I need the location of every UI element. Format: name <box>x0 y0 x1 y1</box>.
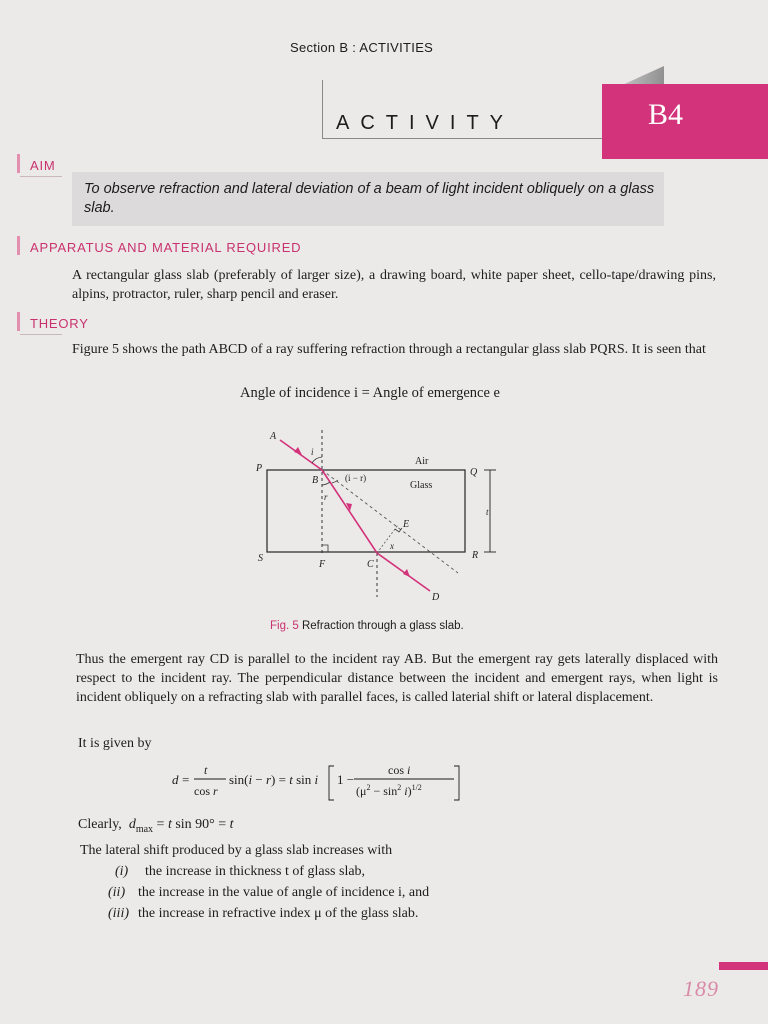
list-item <box>115 864 365 880</box>
svg-text:1 −: 1 − <box>337 772 355 787</box>
theory-statement: Angle of incidence i = Angle of emergence e <box>240 385 500 401</box>
svg-text:=: = <box>182 772 190 787</box>
apparatus-text: A rectangular glass slab (preferably of larger size), a drawing board, white paper sheet, cello-tape/drawing pins, alpins, protractor, ruler, sharp pencil and eraser. <box>72 268 716 302</box>
label-P: P <box>256 463 263 474</box>
aim-heading: AIM <box>17 154 56 173</box>
list-number: (ii) <box>108 885 126 900</box>
svg-text:d: d <box>172 772 179 787</box>
divider <box>20 334 62 335</box>
caption-text: Refraction through a glass slab. <box>301 620 464 632</box>
tab-fold <box>620 66 664 86</box>
footer-bar <box>719 962 768 970</box>
label-x: x <box>390 541 394 551</box>
svg-text:t: t <box>204 763 208 777</box>
label-S: S <box>258 553 263 564</box>
apparatus-heading: APPARATUS AND MATERIAL REQUIRED <box>17 236 301 255</box>
label-i-minus-r: (i − r) <box>345 473 367 483</box>
list-item <box>108 885 429 901</box>
svg-text:(μ2 − sin2 i)1/2: $(\mu^2 - \sin^2 i)^{1/2}$ <box>356 783 422 798</box>
theory-text: Figure 5 shows the path ABCD of a ray suffering refraction through a rectangular glass slab PQRS. It is seen that <box>72 342 706 357</box>
right-angle-F <box>322 545 328 552</box>
extended-incident-ray <box>322 470 458 573</box>
label-D: D <box>432 592 440 603</box>
given-text: It is given by <box>78 736 152 751</box>
label-R: R <box>472 550 479 561</box>
svg-text:cos r: cos r <box>194 784 218 798</box>
list-text: the increase in the value of angle of incidence i, and <box>138 885 430 900</box>
label-Q: Q <box>470 467 478 478</box>
label-r: r <box>324 492 328 502</box>
list-number: (i) <box>115 864 129 879</box>
list-text: the increase in refractive index μ of the glass slab. <box>138 906 419 921</box>
label-A: A <box>270 431 277 442</box>
emergent-ray <box>377 553 430 591</box>
label-air: Air <box>415 456 429 467</box>
arrow-icon <box>403 569 410 577</box>
divider <box>20 176 62 177</box>
angle-i-arc <box>312 457 322 463</box>
activity-title: ACTIVITY <box>336 112 515 134</box>
lateral-shift-formula <box>170 760 470 804</box>
clearly-line: Clearly, $d_{max} = t$ sin 90° = t <box>78 817 234 835</box>
refraction-figure <box>250 425 510 610</box>
label-t: t <box>486 507 489 517</box>
angle-r-arc <box>322 482 330 485</box>
body-paragraph: Thus the emergent ray CD is parallel to the incident ray AB. But the emergent ray gets laterally displaced with respect to the incident ray. The perpendicular distance between the incident and emergent rays, when light is incident obliquely on a refracting slab with parallel faces, is called laterial shift or lateral displacement. <box>76 652 718 705</box>
svg-text:sin(i − r) = t sin i: sin(i − r) = t sin i <box>229 772 319 787</box>
svg-text:cos i: cos i <box>388 763 411 777</box>
clearly-label: Clearly, <box>78 817 122 832</box>
aim-text: To observe refraction and lateral deviation of a beam of light incident obliquely on a glass slab. <box>84 181 655 216</box>
figure-caption <box>270 620 464 632</box>
label-C: C <box>367 559 374 570</box>
label-F: F <box>319 559 326 570</box>
list-intro: The lateral shift produced by a glass slab increases with <box>80 843 393 858</box>
section-title: Section B : ACTIVITIES <box>290 40 434 55</box>
label-glass: Glass <box>410 480 433 491</box>
caption-number: Fig. 5 <box>270 620 299 632</box>
label-i: i <box>311 447 314 457</box>
activity-tab <box>602 84 768 159</box>
right-angle-E <box>395 528 402 532</box>
list-number: (iii) <box>108 906 129 921</box>
incident-ray <box>280 440 322 470</box>
list-text: the increase in thickness t of glass slab, <box>145 864 366 879</box>
activity-code: B4 <box>648 98 684 131</box>
theory-heading: THEORY <box>17 312 89 331</box>
page-number: 189 <box>683 976 719 1001</box>
label-B: B <box>312 475 319 486</box>
list-item <box>108 906 418 922</box>
label-E: E <box>403 519 410 530</box>
